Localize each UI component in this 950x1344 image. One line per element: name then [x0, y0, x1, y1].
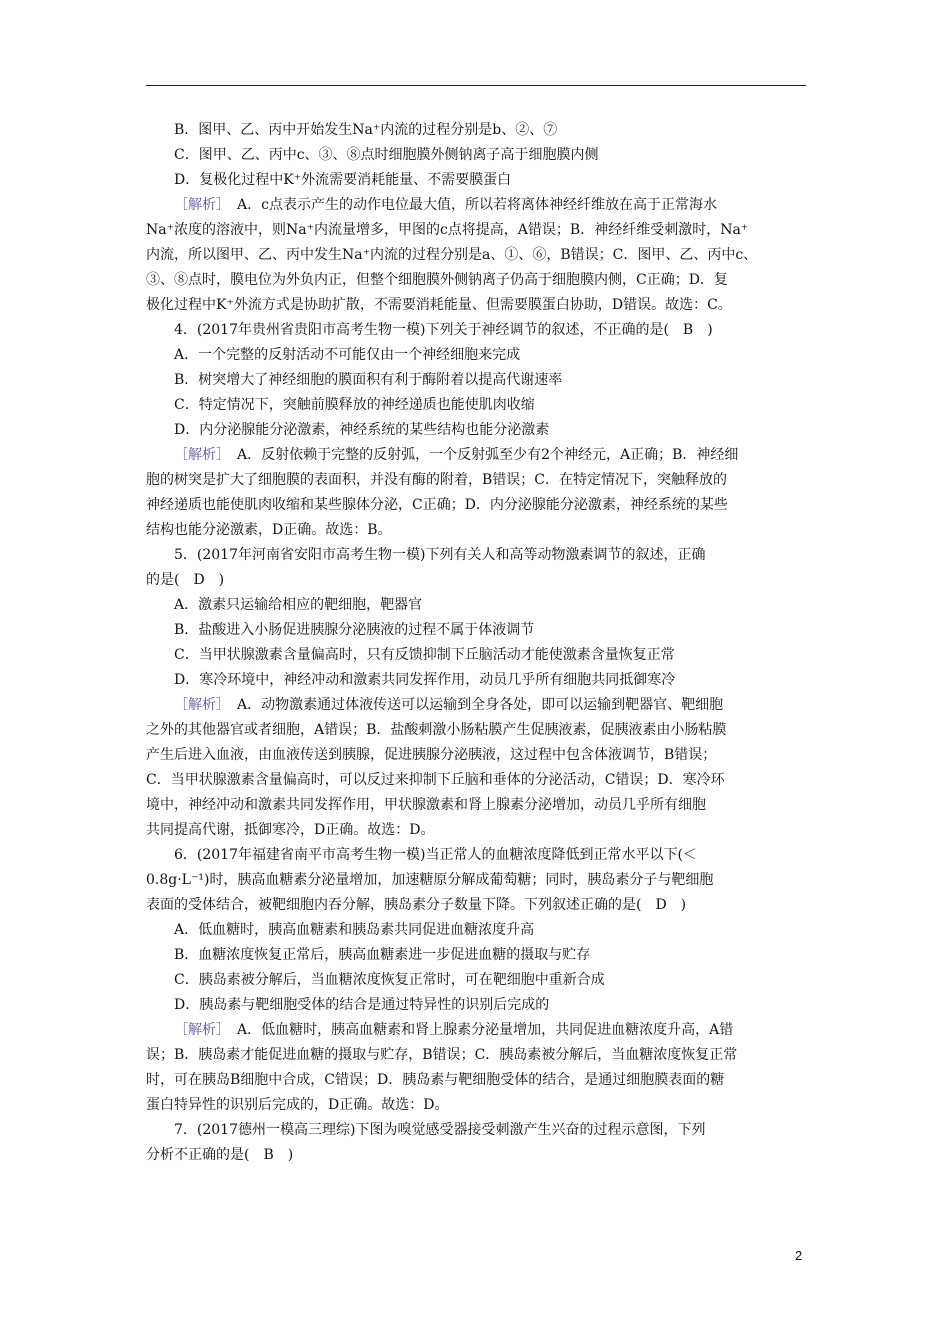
- text-line: [146, 343, 806, 368]
- text-line: [146, 268, 806, 293]
- line-text: 4．(2017年贵州省贵阳市高考生物一模)下列关于神经调节的叙述，不正确的是( B ): [174, 322, 713, 338]
- text-line: [146, 368, 806, 393]
- analysis-tag: ［解析］: [174, 697, 223, 713]
- text-line: [146, 493, 806, 518]
- line-text: 产生后进入血液，由血液传送到胰腺，促进胰腺分泌胰液，这过程中包含体液调节，B错误；: [146, 747, 717, 763]
- line-text: A．反射依赖于完整的反射弧，一个反射弧至少有2个神经元，A正确；B．神经细: [223, 447, 739, 463]
- line-text: A．一个完整的反射活动不可能仅由一个神经细胞来完成: [174, 347, 521, 363]
- text-line: [146, 893, 806, 918]
- line-text: B．盐酸进入小肠促进胰腺分泌胰液的过程不属于体液调节: [174, 622, 535, 638]
- line-text: 之外的其他器官或者细胞，A错误；B．盐酸刺激小肠粘膜产生促胰液素，促胰液素由小肠粘膜: [146, 722, 727, 738]
- text-line: [146, 768, 806, 793]
- analysis-tag: ［解析］: [174, 447, 223, 463]
- document-body: [146, 118, 806, 1168]
- text-line: [146, 218, 806, 243]
- text-line: [146, 918, 806, 943]
- header-rule: [146, 85, 806, 86]
- text-line: [146, 643, 806, 668]
- line-text: A．c点表示产生的动作电位最大值，所以若将离体神经纤维放在高于正常海水: [223, 197, 717, 213]
- line-text: B．图甲、乙、丙中开始发生Na⁺内流的过程分别是b、②、⑦: [174, 122, 558, 138]
- text-line: [146, 143, 806, 168]
- text-line: [146, 618, 806, 643]
- line-text: 7．(2017德州一模高三理综)下图为嗅觉感受器接受刺激产生兴奋的过程示意图，下列: [174, 1122, 706, 1138]
- line-text: C．当甲状腺激素含量偏高时，可以反过来抑制下丘脑和垂体的分泌活动，C错误；D．寒冷环: [146, 772, 725, 788]
- line-text: A．激素只运输给相应的靶细胞，靶器官: [174, 597, 423, 613]
- text-line: [146, 743, 806, 768]
- line-text: 境中，神经冲动和激素共同发挥作用，甲状腺激素和肾上腺素分泌增加，动员几乎所有细胞: [146, 797, 706, 813]
- text-line: [146, 793, 806, 818]
- line-text: 共同提高代谢，抵御寒冷，D正确。故选：D。: [146, 822, 435, 838]
- line-text: 时，可在胰岛B细胞中合成，C错误；D．胰岛素与靶细胞受体的结合，是通过细胞膜表面的糖: [146, 1072, 725, 1088]
- text-line: [146, 993, 806, 1018]
- line-text: C．胰岛素被分解后，当血糖浓度恢复正常时，可在靶细胞中重新合成: [174, 972, 605, 988]
- line-text: D．复极化过程中K⁺外流需要消耗能量、不需要膜蛋白: [174, 172, 512, 188]
- line-text: D．寒冷环境中，神经冲动和激素共同发挥作用，动员几乎所有细胞共同抵御寒冷: [174, 672, 676, 688]
- text-line: [146, 193, 806, 218]
- text-line: [146, 693, 806, 718]
- text-line: [146, 293, 806, 318]
- text-line: [146, 718, 806, 743]
- line-text: A．低血糖时，胰高血糖素和胰岛素共同促进血糖浓度升高: [174, 922, 535, 938]
- line-text: ③、⑧点时，膜电位为外负内正，但整个细胞膜外侧钠离子仍高于细胞膜内侧，C正确；D．复: [146, 272, 728, 288]
- text-line: [146, 1043, 806, 1068]
- line-text: 的是( D ): [146, 572, 225, 588]
- text-line: [146, 1068, 806, 1093]
- text-line: [146, 1018, 806, 1043]
- line-text: Na⁺浓度的溶液中，则Na⁺内流量增多，甲图的c点将提高，A错误；B．神经纤维受刺激时，Na⁺: [146, 222, 749, 238]
- line-text: 表面的受体结合，被靶细胞内吞分解，胰岛素分子数量下降。下列叙述正确的是( D ): [146, 897, 687, 913]
- text-line: [146, 943, 806, 968]
- line-text: D．内分泌腺能分泌激素，神经系统的某些结构也能分泌激素: [174, 422, 550, 438]
- text-line: [146, 418, 806, 443]
- line-text: 6．(2017年福建省南平市高考生物一模)当正常人的血糖浓度降低到正常水平以下(＜: [174, 847, 697, 863]
- line-text: 0.8g·L⁻¹)时，胰高血糖素分泌量增加，加速糖原分解成葡萄糖；同时，胰岛素分子与靶细胞: [146, 872, 714, 888]
- text-line: [146, 1093, 806, 1118]
- line-text: 神经递质也能使肌肉收缩和某些腺体分泌，C正确；D．内分泌腺能分泌激素，神经系统的某些: [146, 497, 728, 513]
- text-line: [146, 1118, 806, 1143]
- text-line: [146, 518, 806, 543]
- line-text: 误；B．胰岛素才能促进血糖的摄取与贮存，B错误；C．胰岛素被分解后，当血糖浓度恢复正常: [146, 1047, 738, 1063]
- text-line: [146, 318, 806, 343]
- line-text: D．胰岛素与靶细胞受体的结合是通过特异性的识别后完成的: [174, 997, 550, 1013]
- line-text: 内流，所以图甲、乙、丙中发生Na⁺内流的过程分别是a、①、⑥，B错误；C．图甲、乙、丙中c、: [146, 247, 758, 263]
- page-number: 2: [795, 1248, 803, 1263]
- text-line: [146, 593, 806, 618]
- text-line: [146, 443, 806, 468]
- text-line: [146, 543, 806, 568]
- line-text: 分析不正确的是( B ): [146, 1147, 294, 1163]
- line-text: 结构也能分泌激素，D正确。故选：B。: [146, 522, 392, 538]
- line-text: 极化过程中K⁺外流方式是协助扩散，不需要消耗能量、但需要膜蛋白协助，D错误。故选：C。: [146, 297, 732, 313]
- text-line: [146, 243, 806, 268]
- line-text: C．当甲状腺激素含量偏高时，只有反馈抑制下丘脑活动才能使激素含量恢复正常: [174, 647, 675, 663]
- line-text: B．血糖浓度恢复正常后，胰高血糖素进一步促进血糖的摄取与贮存: [174, 947, 591, 963]
- line-text: 蛋白特异性的识别后完成的，D正确。故选：D。: [146, 1097, 449, 1113]
- text-line: [146, 393, 806, 418]
- text-line: [146, 568, 806, 593]
- line-text: A．低血糖时，胰高血糖素和肾上腺素分泌量增加，共同促进血糖浓度升高，A错: [223, 1022, 734, 1038]
- line-text: C．特定情况下，突触前膜释放的神经递质也能使肌肉收缩: [174, 397, 535, 413]
- text-line: [146, 668, 806, 693]
- line-text: 5．(2017年河南省安阳市高考生物一模)下列有关人和高等动物激素调节的叙述，正确: [174, 547, 706, 563]
- text-line: [146, 168, 806, 193]
- analysis-tag: ［解析］: [174, 1022, 223, 1038]
- text-line: [146, 468, 806, 493]
- line-text: 胞的树突是扩大了细胞膜的表面积，并没有酶的附着，B错误；C．在特定情况下，突触释放的: [146, 472, 727, 488]
- line-text: C．图甲、乙、丙中c、③、⑧点时细胞膜外侧钠离子高于细胞膜内侧: [174, 147, 599, 163]
- analysis-tag: ［解析］: [174, 197, 223, 213]
- text-line: [146, 843, 806, 868]
- text-line: [146, 1143, 806, 1168]
- line-text: B．树突增大了神经细胞的膜面积有利于酶附着以提高代谢速率: [174, 372, 563, 388]
- text-line: [146, 818, 806, 843]
- text-line: [146, 968, 806, 993]
- line-text: A．动物激素通过体液传送可以运输到全身各处，即可以运输到靶器官、靶细胞: [223, 697, 724, 713]
- text-line: [146, 118, 806, 143]
- text-line: [146, 868, 806, 893]
